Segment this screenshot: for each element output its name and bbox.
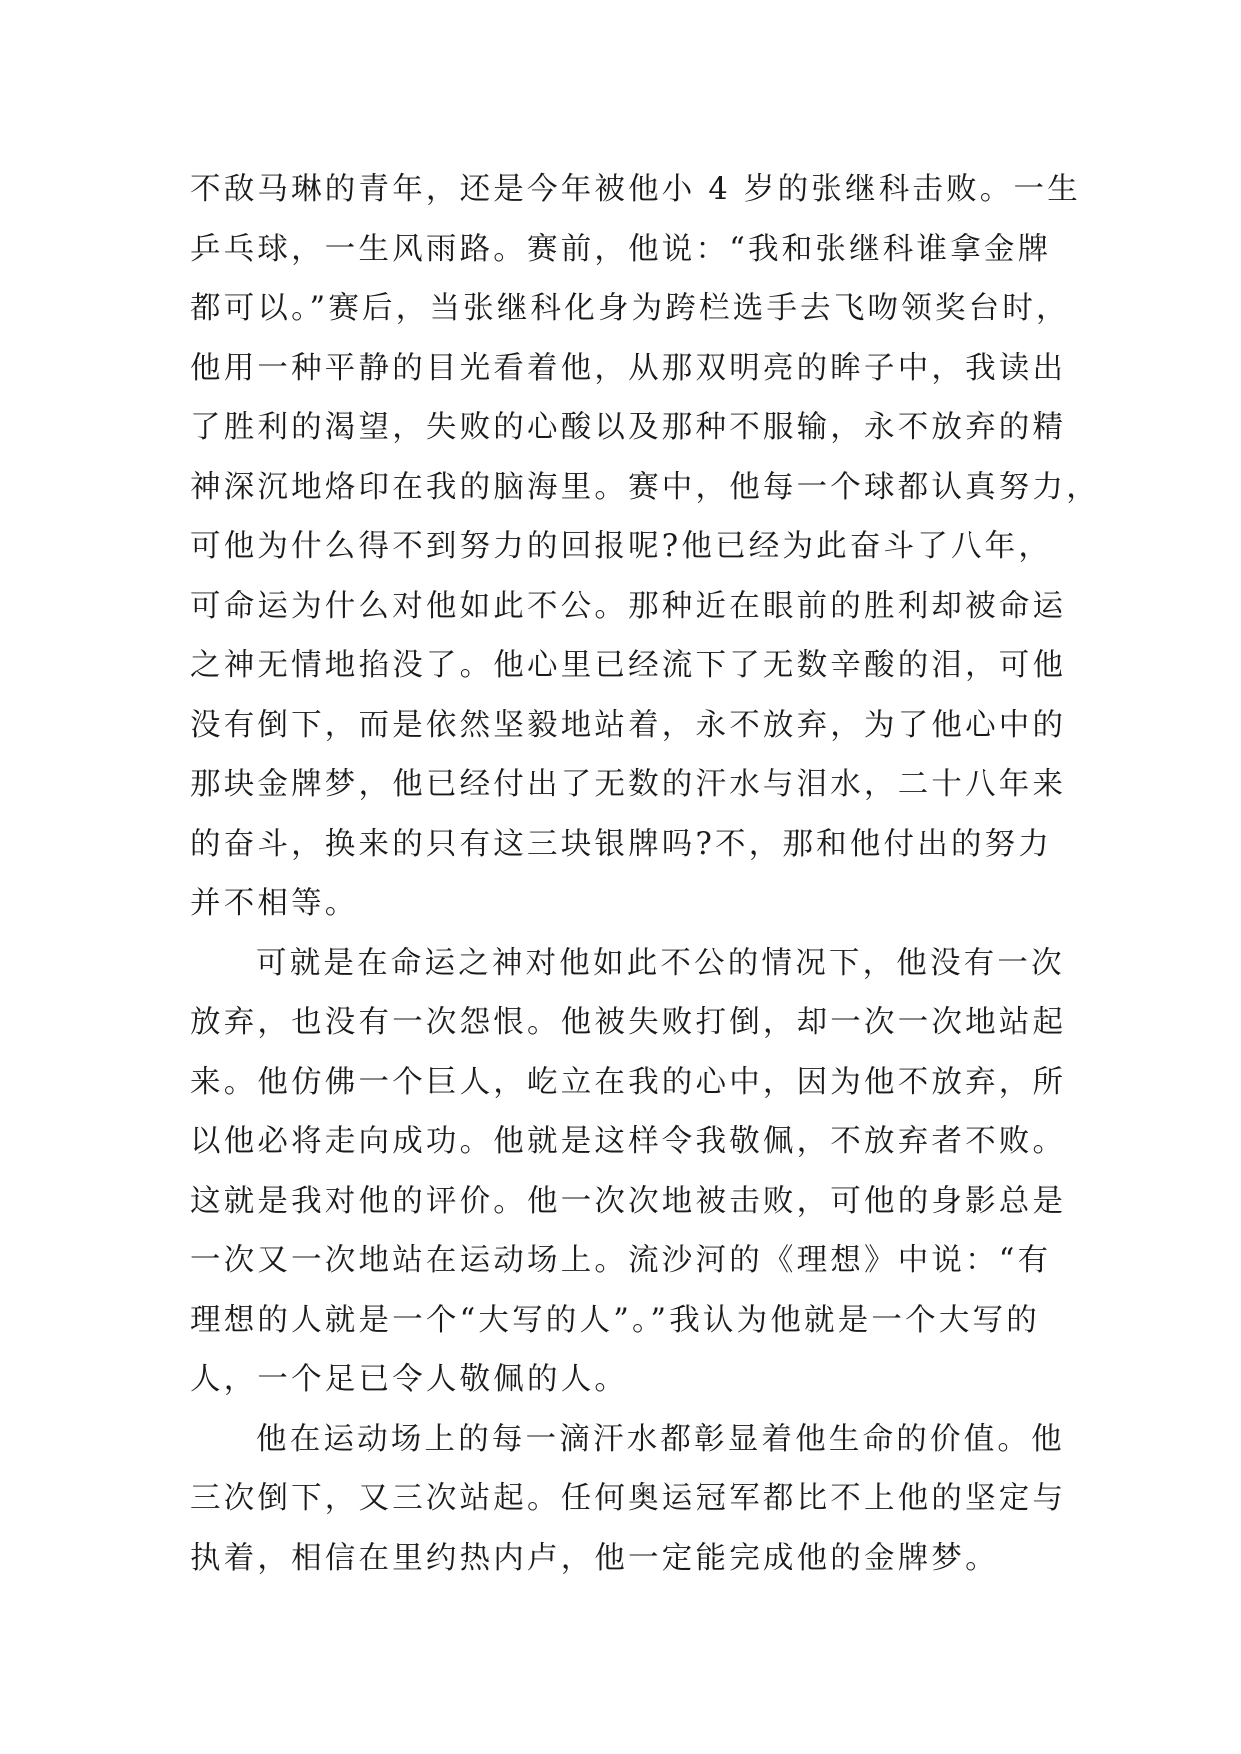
text-line: 并不相等。 xyxy=(190,886,359,921)
text-line: 三次倒下，又三次站起。任何奥运冠军都比不上他的坚定与 xyxy=(190,1481,1067,1516)
paragraph-first-line: 他在运动场上的每一滴汗水都彰显着他生命的价值。他 xyxy=(256,1421,1065,1457)
paragraph-first-line: 可就是在命运之神对他如此不公的情况下，他没有一次 xyxy=(256,945,1065,981)
text-line: 乒乓球，一生风雨路。赛前，他说：“我和张继科谁拿金牌 xyxy=(190,231,1052,267)
text-line: 了胜利的渴望，失败的心酸以及那种不服输，永不放弃的精 xyxy=(190,410,1067,445)
text-line: 都可以。”赛后，当张继科化身为跨栏选手去飞吻领奖台时， xyxy=(190,291,1070,326)
text-line: 可他为什么得不到努力的回报呢?他已经为此奋斗了八年， xyxy=(190,529,1053,564)
text-line: 理想的人就是一个“大写的人”。”我认为他就是一个大写的 xyxy=(190,1302,1040,1338)
text-line: 这就是我对他的评价。他一次次地被击败，可他的身影总是 xyxy=(190,1183,1067,1219)
text-line: 他用一种平静的目光看着他，从那双明亮的眸子中，我读出 xyxy=(190,350,1067,386)
text-line: 可命运为什么对他如此不公。那种近在眼前的胜利却被命运 xyxy=(190,588,1067,624)
text-line: 神深沉地烙印在我的脑海里。赛中，他每一个球都认真努力， xyxy=(190,469,1100,505)
text-line: 不敌马琳的青年，还是今年被他小 4 岁的张继科击败。一生 xyxy=(190,172,1081,207)
text-line: 的奋斗，换来的只有这三块银牌吗?不，那和他付出的努力 xyxy=(190,826,1053,862)
text-line: 执着，相信在里约热内卢，他一定能完成他的金牌梦。 xyxy=(190,1540,999,1576)
body-text xyxy=(190,160,1100,1588)
text-line: 人，一个足已令人敬佩的人。 xyxy=(190,1362,629,1397)
text-line: 以他必将走向成功。他就是这样令我敬佩，不放弃者不败。 xyxy=(190,1124,1067,1159)
text-line: 来。他仿佛一个巨人，屹立在我的心中，因为他不放弃，所 xyxy=(190,1064,1067,1100)
text-line: 一次又一次地站在运动场上。流沙河的《理想》中说：“有 xyxy=(190,1243,1052,1278)
text-line: 放弃，也没有一次怨恨。他被失败打倒，却一次一次地站起 xyxy=(190,1005,1067,1040)
text-line: 没有倒下，而是依然坚毅地站着，永不放弃，为了他心中的 xyxy=(190,707,1067,743)
text-line: 那块金牌梦，他已经付出了无数的汗水与泪水，二十八年来 xyxy=(190,767,1067,802)
text-line: 之神无情地掐没了。他心里已经流下了无数辛酸的泪，可他 xyxy=(190,648,1067,683)
